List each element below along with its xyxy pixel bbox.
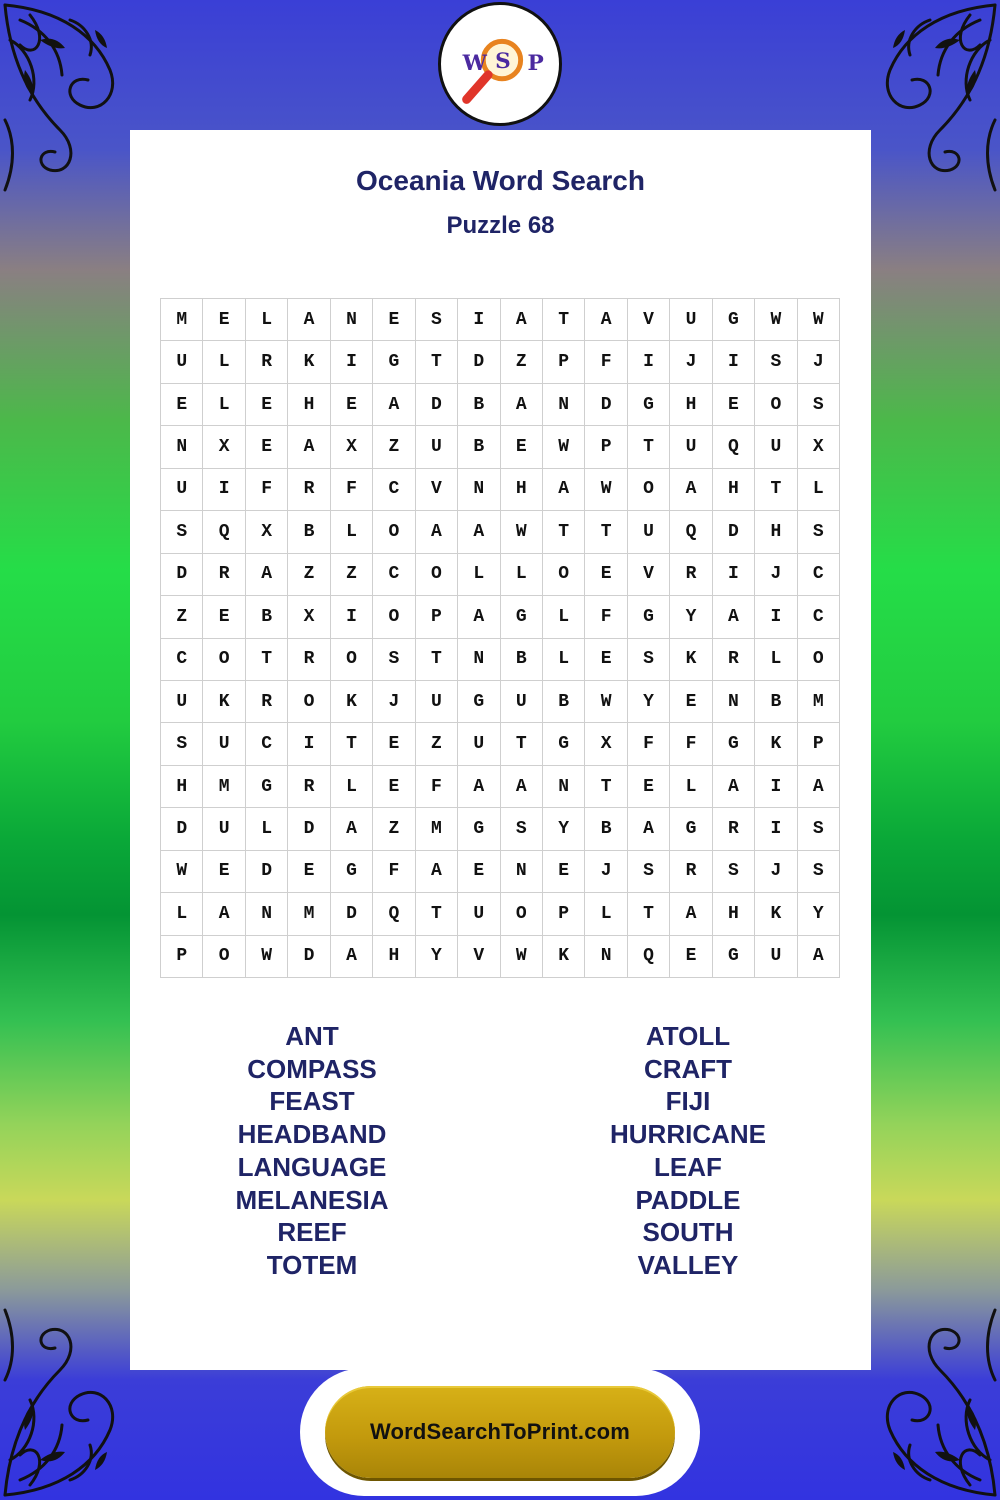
grid-cell[interactable]: E: [246, 426, 288, 468]
grid-cell[interactable]: Z: [373, 426, 415, 468]
grid-cell[interactable]: N: [458, 639, 500, 681]
grid-cell[interactable]: D: [458, 341, 500, 383]
grid-cell[interactable]: P: [798, 723, 840, 765]
grid-cell[interactable]: E: [246, 384, 288, 426]
word-list-item: PADDLE: [635, 1184, 741, 1215]
grid-cell[interactable]: X: [246, 511, 288, 553]
grid-cell[interactable]: A: [628, 808, 670, 850]
word-list-item: TOTEM: [266, 1249, 358, 1280]
grid-cell[interactable]: O: [755, 384, 797, 426]
corner-ornament-bottom-left: [0, 1300, 150, 1500]
word-list-item: ATOLL: [645, 1021, 731, 1051]
grid-cell[interactable]: U: [203, 808, 245, 850]
grid-cell[interactable]: A: [543, 469, 585, 511]
grid-cell[interactable]: A: [585, 299, 627, 341]
grid-cell[interactable]: H: [713, 893, 755, 935]
grid-cell[interactable]: A: [373, 384, 415, 426]
grid-cell[interactable]: U: [458, 893, 500, 935]
grid-cell[interactable]: O: [543, 554, 585, 596]
grid-cell[interactable]: Z: [161, 596, 203, 638]
grid-cell[interactable]: A: [798, 936, 840, 978]
grid-cell[interactable]: O: [501, 893, 543, 935]
grid-cell[interactable]: D: [288, 808, 330, 850]
grid-cell[interactable]: J: [755, 554, 797, 596]
grid-cell[interactable]: J: [585, 851, 627, 893]
grid-cell[interactable]: W: [246, 936, 288, 978]
word-list-item: SOUTH: [642, 1217, 734, 1248]
grid-cell[interactable]: T: [585, 511, 627, 553]
word-list-right: [538, 1020, 838, 1282]
grid-cell[interactable]: S: [713, 851, 755, 893]
grid-cell[interactable]: U: [670, 426, 712, 468]
word-list-item: COMPASS: [247, 1053, 377, 1084]
grid-cell[interactable]: N: [331, 299, 373, 341]
grid-cell[interactable]: G: [373, 341, 415, 383]
grid-cell[interactable]: T: [246, 639, 288, 681]
grid-cell[interactable]: U: [161, 681, 203, 723]
magnifier-logo-icon: [441, 5, 559, 123]
grid-cell[interactable]: E: [670, 936, 712, 978]
grid-cell[interactable]: B: [543, 681, 585, 723]
grid-cell[interactable]: B: [585, 808, 627, 850]
grid-cell[interactable]: U: [458, 723, 500, 765]
word-list-item: VALLEY: [637, 1249, 739, 1280]
grid-cell[interactable]: V: [416, 469, 458, 511]
grid-cell[interactable]: M: [416, 808, 458, 850]
grid-cell[interactable]: W: [161, 851, 203, 893]
grid-cell[interactable]: X: [585, 723, 627, 765]
grid-cell[interactable]: J: [670, 341, 712, 383]
grid-cell[interactable]: S: [416, 299, 458, 341]
grid-cell[interactable]: S: [755, 341, 797, 383]
grid-cell[interactable]: L: [543, 596, 585, 638]
grid-cell[interactable]: D: [161, 554, 203, 596]
grid-cell[interactable]: L: [203, 341, 245, 383]
grid-cell[interactable]: L: [798, 469, 840, 511]
grid-cell[interactable]: E: [628, 766, 670, 808]
grid-cell[interactable]: H: [501, 469, 543, 511]
grid-cell[interactable]: Z: [416, 723, 458, 765]
corner-ornament-top-left: [0, 0, 150, 200]
grid-cell[interactable]: S: [798, 808, 840, 850]
grid-cell[interactable]: C: [373, 554, 415, 596]
grid-cell[interactable]: V: [628, 299, 670, 341]
word-list-item: HURRICANE: [610, 1119, 766, 1150]
grid-cell[interactable]: E: [713, 384, 755, 426]
grid-cell[interactable]: A: [288, 426, 330, 468]
grid-cell[interactable]: N: [585, 936, 627, 978]
letter-grid: [160, 298, 840, 978]
baroque-ornament-icon: [850, 1300, 1000, 1500]
grid-cell[interactable]: X: [203, 426, 245, 468]
grid-cell[interactable]: L: [501, 554, 543, 596]
grid-cell[interactable]: D: [161, 808, 203, 850]
grid-cell[interactable]: W: [501, 511, 543, 553]
grid-cell[interactable]: K: [203, 681, 245, 723]
grid-cell[interactable]: H: [755, 511, 797, 553]
grid-cell[interactable]: E: [161, 384, 203, 426]
grid-cell[interactable]: R: [246, 341, 288, 383]
grid-cell[interactable]: E: [203, 299, 245, 341]
grid-cell[interactable]: E: [203, 596, 245, 638]
grid-cell[interactable]: E: [373, 766, 415, 808]
grid-cell[interactable]: F: [331, 469, 373, 511]
grid-cell[interactable]: P: [416, 596, 458, 638]
grid-cell[interactable]: S: [373, 639, 415, 681]
grid-cell[interactable]: F: [670, 723, 712, 765]
grid-cell[interactable]: Z: [373, 808, 415, 850]
grid-cell[interactable]: T: [501, 723, 543, 765]
grid-cell[interactable]: B: [458, 426, 500, 468]
grid-cell[interactable]: B: [755, 681, 797, 723]
grid-cell[interactable]: W: [585, 469, 627, 511]
grid-cell[interactable]: O: [416, 554, 458, 596]
grid-cell[interactable]: P: [161, 936, 203, 978]
grid-cell[interactable]: U: [161, 341, 203, 383]
grid-cell[interactable]: S: [798, 511, 840, 553]
word-list-item: LEAF: [654, 1151, 722, 1182]
grid-cell[interactable]: X: [331, 426, 373, 468]
grid-cell[interactable]: Y: [628, 681, 670, 723]
grid-cell[interactable]: B: [246, 596, 288, 638]
grid-cell[interactable]: I: [755, 808, 797, 850]
grid-cell[interactable]: Y: [670, 596, 712, 638]
grid-cell[interactable]: N: [246, 893, 288, 935]
grid-cell[interactable]: L: [755, 639, 797, 681]
grid-cell[interactable]: E: [585, 554, 627, 596]
grid-cell[interactable]: G: [713, 936, 755, 978]
grid-cell[interactable]: H: [713, 469, 755, 511]
grid-cell[interactable]: G: [713, 299, 755, 341]
grid-cell[interactable]: J: [798, 341, 840, 383]
grid-cell[interactable]: O: [373, 596, 415, 638]
grid-cell[interactable]: U: [628, 511, 670, 553]
grid-cell[interactable]: N: [161, 426, 203, 468]
grid-cell[interactable]: N: [501, 851, 543, 893]
grid-cell[interactable]: T: [416, 341, 458, 383]
grid-cell[interactable]: J: [373, 681, 415, 723]
grid-cell[interactable]: T: [543, 511, 585, 553]
grid-cell[interactable]: G: [628, 384, 670, 426]
grid-cell[interactable]: S: [798, 384, 840, 426]
grid-cell[interactable]: T: [628, 893, 670, 935]
grid-cell[interactable]: L: [458, 554, 500, 596]
grid-cell[interactable]: K: [543, 936, 585, 978]
grid-cell[interactable]: A: [458, 766, 500, 808]
grid-cell[interactable]: L: [585, 893, 627, 935]
grid-cell[interactable]: H: [670, 384, 712, 426]
grid-cell[interactable]: D: [585, 384, 627, 426]
corner-ornament-top-right: [850, 0, 1000, 200]
grid-cell[interactable]: C: [373, 469, 415, 511]
grid-cell[interactable]: Z: [288, 554, 330, 596]
grid-cell[interactable]: S: [501, 808, 543, 850]
grid-cell[interactable]: Q: [713, 426, 755, 468]
grid-cell[interactable]: N: [713, 681, 755, 723]
grid-cell[interactable]: F: [246, 469, 288, 511]
grid-cell[interactable]: F: [585, 596, 627, 638]
grid-cell[interactable]: M: [161, 299, 203, 341]
grid-cell[interactable]: T: [628, 426, 670, 468]
grid-cell[interactable]: R: [713, 808, 755, 850]
grid-cell[interactable]: U: [416, 426, 458, 468]
grid-cell[interactable]: O: [203, 936, 245, 978]
grid-cell[interactable]: V: [458, 936, 500, 978]
grid-cell[interactable]: L: [331, 766, 373, 808]
grid-cell[interactable]: G: [543, 723, 585, 765]
grid-cell[interactable]: I: [288, 723, 330, 765]
grid-cell[interactable]: E: [373, 299, 415, 341]
grid-cell[interactable]: G: [246, 766, 288, 808]
grid-cell[interactable]: L: [246, 299, 288, 341]
grid-cell[interactable]: G: [501, 596, 543, 638]
word-list-item: ANT: [285, 1021, 339, 1051]
grid-cell[interactable]: A: [713, 596, 755, 638]
grid-cell[interactable]: V: [628, 554, 670, 596]
grid-cell[interactable]: I: [713, 554, 755, 596]
grid-cell[interactable]: L: [161, 893, 203, 935]
grid-cell[interactable]: I: [331, 341, 373, 383]
grid-cell[interactable]: O: [628, 469, 670, 511]
grid-cell[interactable]: D: [246, 851, 288, 893]
grid-cell[interactable]: R: [288, 469, 330, 511]
grid-cell[interactable]: A: [501, 384, 543, 426]
grid-cell[interactable]: A: [246, 554, 288, 596]
grid-cell[interactable]: B: [288, 511, 330, 553]
baroque-ornament-icon: [0, 0, 150, 200]
grid-cell[interactable]: Q: [203, 511, 245, 553]
grid-cell[interactable]: K: [755, 723, 797, 765]
grid-cell[interactable]: F: [416, 766, 458, 808]
grid-cell[interactable]: E: [288, 851, 330, 893]
grid-cell[interactable]: A: [331, 936, 373, 978]
grid-cell[interactable]: S: [798, 851, 840, 893]
logo-letter-w: W: [462, 50, 487, 76]
grid-cell[interactable]: O: [373, 511, 415, 553]
grid-cell[interactable]: C: [246, 723, 288, 765]
grid-cell[interactable]: H: [373, 936, 415, 978]
grid-cell[interactable]: E: [458, 851, 500, 893]
grid-cell[interactable]: W: [501, 936, 543, 978]
grid-cell[interactable]: O: [203, 639, 245, 681]
grid-cell[interactable]: A: [331, 808, 373, 850]
grid-cell[interactable]: R: [670, 554, 712, 596]
grid-cell[interactable]: P: [543, 341, 585, 383]
logo-letter-s: S: [495, 48, 511, 74]
grid-cell[interactable]: T: [416, 893, 458, 935]
grid-cell[interactable]: K: [755, 893, 797, 935]
grid-cell[interactable]: G: [670, 808, 712, 850]
grid-cell[interactable]: A: [203, 893, 245, 935]
grid-cell[interactable]: W: [755, 299, 797, 341]
grid-cell[interactable]: E: [331, 384, 373, 426]
grid-cell[interactable]: A: [458, 511, 500, 553]
grid-cell[interactable]: J: [755, 851, 797, 893]
grid-cell[interactable]: T: [331, 723, 373, 765]
grid-cell[interactable]: B: [501, 639, 543, 681]
grid-cell[interactable]: S: [161, 511, 203, 553]
word-list-item: LANGUAGE: [237, 1151, 387, 1182]
grid-cell[interactable]: H: [288, 384, 330, 426]
grid-cell[interactable]: U: [755, 426, 797, 468]
grid-cell[interactable]: U: [755, 936, 797, 978]
word-list-item: HEADBAND: [237, 1119, 387, 1150]
grid-cell[interactable]: W: [585, 681, 627, 723]
grid-cell[interactable]: L: [543, 639, 585, 681]
logo-letter-p: P: [527, 50, 544, 76]
grid-cell[interactable]: E: [373, 723, 415, 765]
grid-cell[interactable]: K: [331, 681, 373, 723]
grid-cell[interactable]: C: [161, 639, 203, 681]
grid-cell[interactable]: O: [798, 639, 840, 681]
grid-cell[interactable]: I: [203, 469, 245, 511]
baroque-ornament-icon: [0, 1300, 150, 1500]
word-list-item: CRAFT: [643, 1053, 733, 1084]
grid-cell[interactable]: G: [331, 851, 373, 893]
grid-cell[interactable]: C: [798, 554, 840, 596]
grid-cell[interactable]: G: [713, 723, 755, 765]
grid-cell[interactable]: K: [670, 639, 712, 681]
grid-cell[interactable]: R: [288, 766, 330, 808]
grid-cell[interactable]: E: [670, 681, 712, 723]
grid-cell[interactable]: L: [246, 808, 288, 850]
grid-cell[interactable]: B: [458, 384, 500, 426]
grid-cell[interactable]: P: [585, 426, 627, 468]
grid-cell[interactable]: R: [203, 554, 245, 596]
grid-cell[interactable]: A: [288, 299, 330, 341]
grid-cell[interactable]: U: [161, 469, 203, 511]
grid-cell[interactable]: Y: [543, 808, 585, 850]
grid-cell[interactable]: I: [628, 341, 670, 383]
grid-cell[interactable]: A: [416, 511, 458, 553]
grid-cell[interactable]: X: [288, 596, 330, 638]
grid-cell[interactable]: T: [585, 766, 627, 808]
grid-cell[interactable]: A: [501, 766, 543, 808]
grid-cell[interactable]: A: [798, 766, 840, 808]
grid-cell[interactable]: U: [203, 723, 245, 765]
grid-cell[interactable]: O: [288, 681, 330, 723]
grid-cell[interactable]: Q: [373, 893, 415, 935]
grid-cell[interactable]: U: [501, 681, 543, 723]
grid-cell[interactable]: G: [628, 596, 670, 638]
grid-cell[interactable]: F: [373, 851, 415, 893]
grid-cell[interactable]: Z: [501, 341, 543, 383]
grid-cell[interactable]: Q: [628, 936, 670, 978]
site-link-button[interactable]: WordSearchToPrint.com: [325, 1386, 675, 1478]
grid-cell[interactable]: A: [458, 596, 500, 638]
grid-cell[interactable]: R: [246, 681, 288, 723]
grid-cell[interactable]: E: [585, 639, 627, 681]
grid-cell[interactable]: M: [203, 766, 245, 808]
grid-cell[interactable]: F: [628, 723, 670, 765]
grid-cell[interactable]: U: [670, 299, 712, 341]
grid-cell[interactable]: D: [331, 893, 373, 935]
site-logo[interactable]: [438, 2, 562, 126]
grid-cell[interactable]: W: [798, 299, 840, 341]
word-list-item: MELANESIA: [235, 1184, 389, 1215]
puzzle-sheet: [130, 130, 871, 1370]
grid-cell[interactable]: S: [161, 723, 203, 765]
grid-cell[interactable]: R: [670, 851, 712, 893]
grid-cell[interactable]: A: [501, 299, 543, 341]
corner-ornament-bottom-right: [850, 1300, 1000, 1500]
grid-cell[interactable]: C: [798, 596, 840, 638]
grid-cell[interactable]: N: [543, 766, 585, 808]
grid-cell[interactable]: N: [458, 469, 500, 511]
grid-cell[interactable]: A: [670, 893, 712, 935]
grid-cell[interactable]: A: [416, 851, 458, 893]
grid-cell[interactable]: T: [416, 639, 458, 681]
puzzle-number: Puzzle 68: [446, 212, 555, 239]
grid-cell[interactable]: N: [543, 384, 585, 426]
grid-cell[interactable]: A: [670, 469, 712, 511]
grid-cell[interactable]: E: [543, 851, 585, 893]
grid-cell[interactable]: K: [288, 341, 330, 383]
grid-cell[interactable]: I: [713, 341, 755, 383]
baroque-ornament-icon: [850, 0, 1000, 200]
grid-cell[interactable]: G: [458, 681, 500, 723]
grid-cell[interactable]: Y: [416, 936, 458, 978]
grid-cell[interactable]: W: [543, 426, 585, 468]
word-list-item: REEF: [277, 1217, 347, 1248]
grid-cell[interactable]: L: [670, 766, 712, 808]
grid-cell[interactable]: I: [755, 766, 797, 808]
grid-cell[interactable]: D: [416, 384, 458, 426]
word-list-item: FIJI: [665, 1086, 711, 1117]
page-title: Oceania Word Search: [356, 165, 645, 196]
grid-cell[interactable]: Q: [670, 511, 712, 553]
grid-cell[interactable]: O: [331, 639, 373, 681]
grid-cell[interactable]: Y: [798, 893, 840, 935]
grid-cell[interactable]: I: [458, 299, 500, 341]
grid-cell[interactable]: M: [288, 893, 330, 935]
grid-cell[interactable]: D: [288, 936, 330, 978]
grid-cell[interactable]: S: [628, 851, 670, 893]
grid-cell[interactable]: E: [501, 426, 543, 468]
grid-cell[interactable]: E: [203, 851, 245, 893]
grid-cell[interactable]: I: [755, 596, 797, 638]
grid-cell[interactable]: U: [416, 681, 458, 723]
grid-cell[interactable]: G: [458, 808, 500, 850]
grid-cell[interactable]: H: [161, 766, 203, 808]
grid-cell[interactable]: R: [713, 639, 755, 681]
grid-cell[interactable]: Z: [331, 554, 373, 596]
grid-cell[interactable]: A: [713, 766, 755, 808]
grid-cell[interactable]: P: [543, 893, 585, 935]
grid-cell[interactable]: I: [331, 596, 373, 638]
grid-cell[interactable]: X: [798, 426, 840, 468]
grid-cell[interactable]: L: [331, 511, 373, 553]
word-list-left: [162, 1020, 462, 1282]
grid-cell[interactable]: T: [755, 469, 797, 511]
grid-cell[interactable]: M: [798, 681, 840, 723]
grid-cell[interactable]: T: [543, 299, 585, 341]
grid-cell[interactable]: S: [628, 639, 670, 681]
grid-cell[interactable]: D: [713, 511, 755, 553]
grid-cell[interactable]: L: [203, 384, 245, 426]
grid-cell[interactable]: F: [585, 341, 627, 383]
word-list-item: FEAST: [269, 1086, 355, 1117]
grid-cell[interactable]: R: [288, 639, 330, 681]
